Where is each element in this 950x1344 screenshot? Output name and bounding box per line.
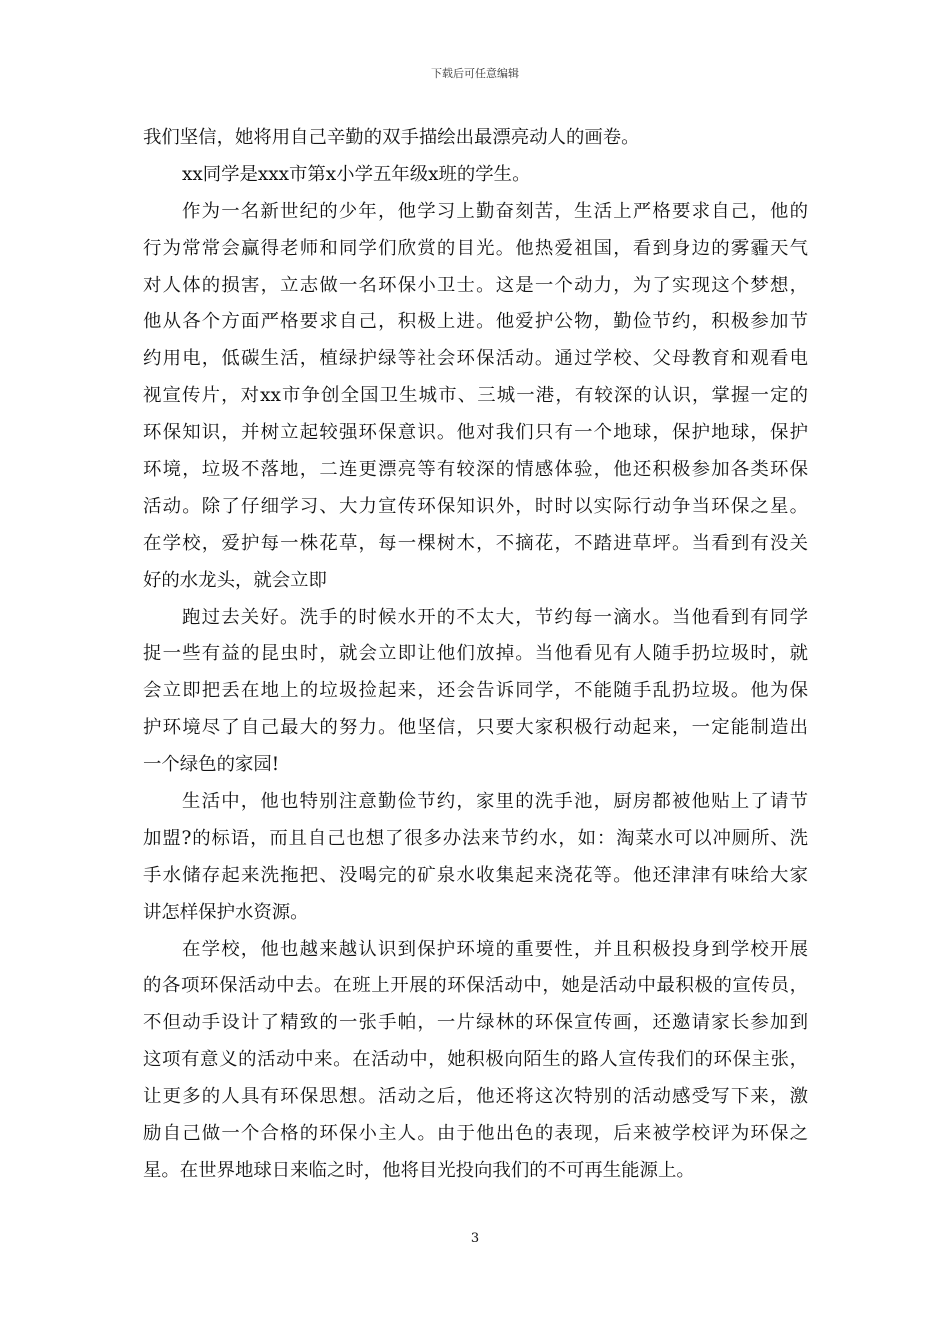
text-line: 不但动手设计了精致的一张手帕，一片绿林的环保宣传画，还邀请家长参加到 [143,1012,808,1034]
text-line: 约用电，低碳生活，植绿护绿等社会环保活动。通过学校、父母教育和观看电 [143,348,808,370]
text-line: 加盟?的标语，而且自己也想了很多办法来节约水，如：淘菜水可以冲厕所、洗 [143,827,808,849]
text-line: 让更多的人具有环保思想。活动之后，他还将这次特别的活动感受写下来，激 [143,1086,808,1108]
text-line: xx同学是xxx市第x小学五年级x班的学生。 [182,163,531,185]
text-line: 对人体的损害，立志做一名环保小卫士。这是一个动力，为了实现这个梦想， [143,274,808,296]
page-number: 3 [470,1231,480,1246]
text-line: 讲怎样保护水资源。 [143,901,309,923]
text-line: 在学校，爱护每一株花草，每一棵树木，不摘花，不踏进草坪。当看到有没关 [143,532,808,554]
text-line: 在学校，他也越来越认识到保护环境的重要性，并且积极投身到学校开展 [182,938,808,960]
text-line: 星。在世界地球日来临之时，他将目光投向我们的不可再生能源上。 [143,1159,695,1181]
text-line: 视宣传片，对xx市争创全国卫生城市、三城一港，有较深的认识，掌握一定的 [143,385,808,407]
text-line: 的各项环保活动中去。在班上开展的环保活动中，她是活动中最积极的宣传员， [143,975,808,997]
text-line: 环保知识，并树立起较强环保意识。他对我们只有一个地球，保护地球，保护 [143,422,808,444]
text-line: 励自己做一个合格的环保小主人。由于他出色的表现，后来被学校评为环保之 [143,1123,808,1145]
text-line: 跑过去关好。洗手的时候水开的不太大，节约每一滴水。当他看到有同学 [182,606,808,628]
text-line: 我们坚信，她将用自己辛勤的双手描绘出最漂亮动人的画卷。 [143,127,640,148]
text-line: 手水储存起来洗拖把、没喝完的矿泉水收集起来浇花等。他还津津有味给大家 [143,864,808,886]
text-line: 捉一些有益的昆虫时，就会立即让他们放掉。当他看见有人随手扔垃圾时，就 [143,643,808,665]
text-line: 作为一名新世纪的少年，他学习上勤奋刻苦，生活上严格要求自己，他的 [182,200,808,222]
text-line: 环境，垃圾不落地，二连更漂亮等有较深的情感体验，他还积极参加各类环保 [143,459,808,481]
text-line: 一个绿色的家园! [143,754,280,776]
text-line: 会立即把丢在地上的垃圾捡起来，还会告诉同学，不能随手乱扔垃圾。他为保 [143,680,808,702]
text-line: 护环境尽了自己最大的努力。他坚信，只要大家积极行动起来，一定能制造出 [143,717,808,739]
document-body [143,120,808,1190]
text-line: 行为常常会赢得老师和同学们欣赏的目光。他热爱祖国，看到身边的雾霾天气 [143,237,808,259]
text-line: 他从各个方面严格要求自己，积极上进。他爱护公物，勤俭节约，积极参加节 [143,311,808,333]
text-line: 活动。除了仔细学习、大力宣传环保知识外，时时以实际行动争当环保之星。 [143,495,808,517]
text-line: 好的水龙头，就会立即 [143,569,327,591]
text-line: 这项有意义的活动中来。在活动中，她积极向陌生的路人宣传我们的环保主张， [143,1049,808,1071]
text-line: 生活中，他也特别注意勤俭节约，家里的洗手池，厨房都被他贴上了请节 [182,791,808,813]
page-header: 下载后可任意编辑 [431,67,519,80]
